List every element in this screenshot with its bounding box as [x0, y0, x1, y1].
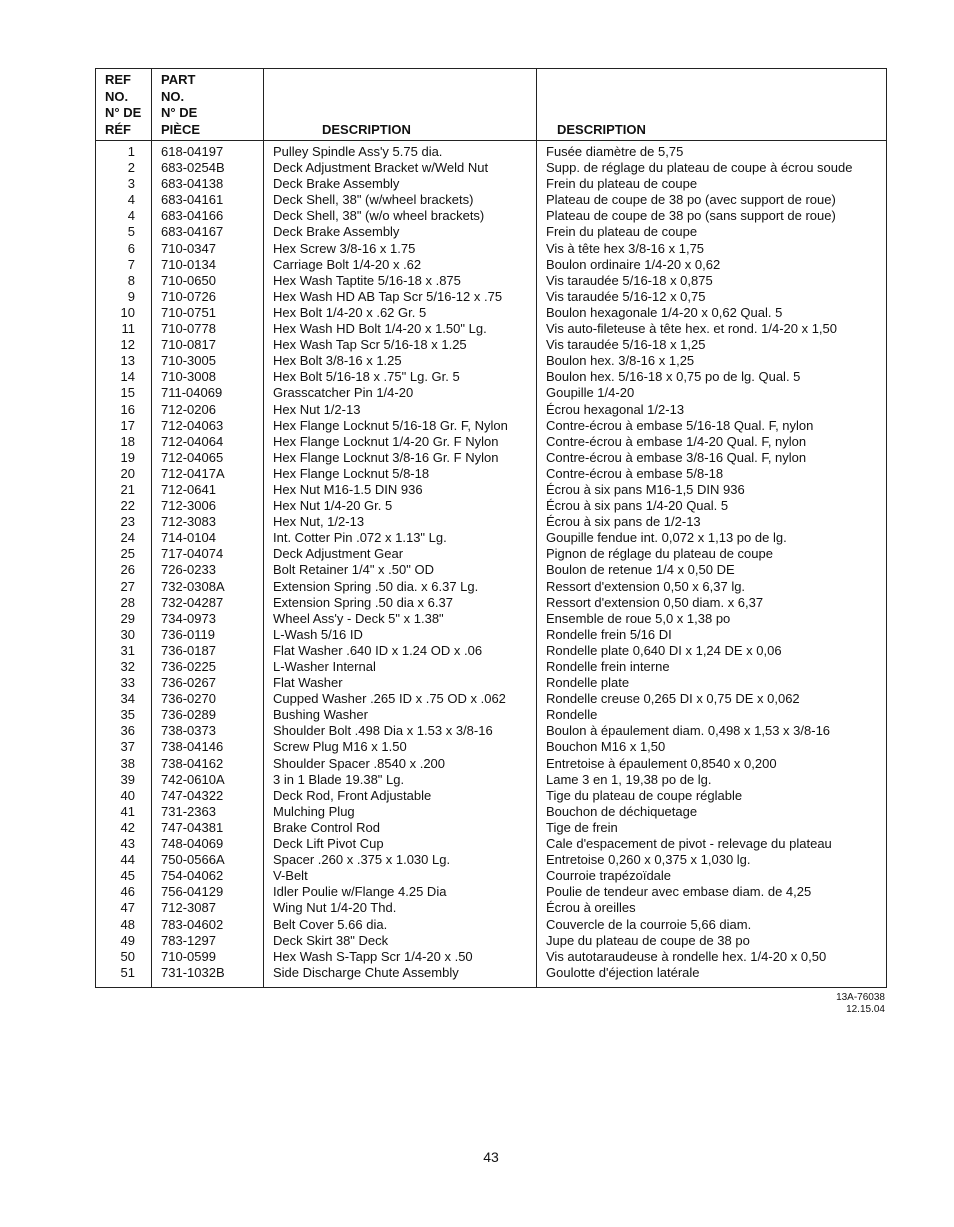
description-fr-cell: Vis autotaraudeuse à rondelle hex. 1/4-20 x 0,50 — [537, 949, 887, 965]
table-row — [96, 176, 887, 192]
ref-cell: 9 — [127, 288, 135, 304]
description-en-cell: L-Washer Internal — [264, 659, 537, 675]
part-no-cell: 734-0973 — [152, 611, 264, 627]
table-row — [96, 595, 887, 611]
table-header-row — [96, 69, 887, 141]
table-row — [96, 852, 887, 868]
table-row — [96, 418, 887, 434]
table-row — [96, 707, 887, 723]
part-no-cell: 710-3008 — [152, 369, 264, 385]
description-fr-cell: Ressort d'extension 0,50 diam. x 6,37 — [537, 595, 887, 611]
ref-cell: 15 — [120, 385, 135, 401]
ref-cell: 43 — [120, 836, 135, 852]
table-row — [96, 868, 887, 884]
part-no-cell: 710-0778 — [152, 321, 264, 337]
ref-cell: 50 — [120, 948, 135, 964]
description-fr-cell: Écrou hexagonal 1/2-13 — [537, 402, 887, 418]
description-fr-cell: Boulon à épaulement diam. 0,498 x 1,53 x 3/8-16 — [537, 723, 887, 739]
description-fr-cell: Tige du plateau de coupe réglable — [537, 788, 887, 804]
description-fr-cell: Rondelle frein interne — [537, 659, 887, 675]
description-en-cell: Hex Flange Locknut 5/16-18 Gr. F, Nylon — [264, 418, 537, 434]
ref-cell: 16 — [120, 401, 135, 417]
part-no-cell: 710-0817 — [152, 337, 264, 353]
description-en-cell: Idler Poulie w/Flange 4.25 Dia — [264, 884, 537, 900]
part-no-cell: 712-0641 — [152, 482, 264, 498]
parts-list-table — [95, 68, 887, 988]
table-row — [96, 466, 887, 482]
part-no-cell: 756-04129 — [152, 884, 264, 900]
description-fr-cell: Écrou à six pans M16-1,5 DIN 936 — [537, 482, 887, 498]
table-row — [96, 385, 887, 401]
part-no-cell: 683-04166 — [152, 208, 264, 224]
description-fr-cell: Écrou à oreilles — [537, 900, 887, 916]
part-no-cell: 714-0104 — [152, 530, 264, 546]
part-no-cell: 732-0308A — [152, 579, 264, 595]
part-no-cell: 712-3087 — [152, 900, 264, 916]
description-en-cell: Side Discharge Chute Assembly — [264, 965, 537, 988]
description-fr-cell: Contre-écrou à embase 3/8-16 Qual. F, nylon — [537, 450, 887, 466]
description-en-cell: L-Wash 5/16 ID — [264, 627, 537, 643]
part-no-cell: 783-1297 — [152, 933, 264, 949]
description-fr-cell: Vis taraudée 5/16-12 x 0,75 — [537, 289, 887, 305]
description-fr-cell: Entretoise 0,260 x 0,375 x 1,030 lg. — [537, 852, 887, 868]
page-number: 43 — [483, 1149, 499, 1165]
description-fr-cell: Couvercle de la courroie 5,66 diam. — [537, 917, 887, 933]
ref-cell: 14 — [120, 369, 135, 385]
part-no-cell: 710-0751 — [152, 305, 264, 321]
part-no-cell: 712-3083 — [152, 514, 264, 530]
ref-cell: 21 — [120, 481, 135, 497]
table-row — [96, 321, 887, 337]
description-fr-cell: Boulon hex. 3/8-16 x 1,25 — [537, 353, 887, 369]
description-fr-cell: Rondelle frein 5/16 DI — [537, 627, 887, 643]
ref-cell: 37 — [120, 739, 135, 755]
part-no-cell: 736-0267 — [152, 675, 264, 691]
table-row — [96, 691, 887, 707]
description-en-cell: Cupped Washer .265 ID x .75 OD x .062 — [264, 691, 537, 707]
table-row — [96, 482, 887, 498]
description-fr-cell: Vis taraudée 5/16-18 x 1,25 — [537, 337, 887, 353]
part-no-cell: 736-0187 — [152, 643, 264, 659]
table-row — [96, 627, 887, 643]
part-no-cell: 738-0373 — [152, 723, 264, 739]
part-no-cell: 750-0566A — [152, 852, 264, 868]
table-row — [96, 546, 887, 562]
table-row — [96, 788, 887, 804]
part-no-cell: 711-04069 — [152, 385, 264, 401]
description-en-cell: Mulching Plug — [264, 804, 537, 820]
ref-cell: 13 — [120, 353, 135, 369]
ref-cell: 31 — [120, 642, 135, 658]
description-fr-cell: Fusée diamètre de 5,75 — [537, 141, 887, 161]
table-row — [96, 723, 887, 739]
description-fr-cell: Rondelle plate — [537, 675, 887, 691]
ref-cell: 51 — [120, 964, 135, 980]
part-no-cell: 717-04074 — [152, 546, 264, 562]
description-fr-cell: Vis à tête hex 3/8-16 x 1,75 — [537, 241, 887, 257]
ref-cell: 35 — [120, 707, 135, 723]
part-no-cell: 736-0225 — [152, 659, 264, 675]
description-fr-cell: Goupille 1/4-20 — [537, 385, 887, 401]
description-en-cell: Flat Washer .640 ID x 1.24 OD x .06 — [264, 643, 537, 659]
ref-cell: 17 — [120, 417, 135, 433]
description-fr-cell: Contre-écrou à embase 1/4-20 Qual. F, nylon — [537, 434, 887, 450]
part-no-cell: 748-04069 — [152, 836, 264, 852]
description-fr-cell: Frein du plateau de coupe — [537, 224, 887, 240]
ref-cell: 2 — [127, 160, 135, 176]
table-row — [96, 141, 887, 161]
description-fr-cell: Boulon hexagonale 1/4-20 x 0,62 Qual. 5 — [537, 305, 887, 321]
description-fr-cell: Bouchon de déchiquetage — [537, 804, 887, 820]
part-no-cell: 783-04602 — [152, 917, 264, 933]
description-fr-cell: Ensemble de roue 5,0 x 1,38 po — [537, 611, 887, 627]
description-en-cell: Deck Lift Pivot Cup — [264, 836, 537, 852]
ref-cell: 28 — [120, 594, 135, 610]
part-no-cell: 732-04287 — [152, 595, 264, 611]
part-no-cell: 712-0417A — [152, 466, 264, 482]
part-no-cell: 747-04381 — [152, 820, 264, 836]
table-row — [96, 884, 887, 900]
description-fr-cell: Plateau de coupe de 38 po (sans support de roue) — [537, 208, 887, 224]
ref-no-header: REF NO. N° DE RÉF — [96, 69, 152, 141]
table-row — [96, 160, 887, 176]
part-no-cell: 710-0726 — [152, 289, 264, 305]
table-row — [96, 514, 887, 530]
ref-cell: 33 — [120, 675, 135, 691]
table-row — [96, 353, 887, 369]
ref-cell: 8 — [127, 272, 135, 288]
ref-cell: 10 — [120, 304, 135, 320]
table-row — [96, 611, 887, 627]
description-en-cell: Shoulder Bolt .498 Dia x 1.53 x 3/8-16 — [264, 723, 537, 739]
table-row — [96, 289, 887, 305]
part-no-cell: 683-04138 — [152, 176, 264, 192]
part-no-cell: 710-0650 — [152, 273, 264, 289]
table-row — [96, 756, 887, 772]
description-fr-cell: Boulon ordinaire 1/4-20 x 0,62 — [537, 257, 887, 273]
table-row — [96, 900, 887, 916]
table-row — [96, 965, 887, 988]
part-no-cell: 712-04064 — [152, 434, 264, 450]
ref-cell: 6 — [127, 240, 135, 256]
description-fr-cell: Vis auto-fileteuse à tête hex. et rond. 1/4-20 x 1,50 — [537, 321, 887, 337]
description-fr-cell: Écrou à six pans de 1/2-13 — [537, 514, 887, 530]
description-en-cell: Grasscatcher Pin 1/4-20 — [264, 385, 537, 401]
description-en-cell: Deck Shell, 38" (w/o wheel brackets) — [264, 208, 537, 224]
part-no-cell: 712-04065 — [152, 450, 264, 466]
description-fr-cell: Cale d'espacement de pivot - relevage du plateau — [537, 836, 887, 852]
part-no-cell: 710-0134 — [152, 257, 264, 273]
table-row — [96, 820, 887, 836]
description-en-cell: Belt Cover 5.66 dia. — [264, 917, 537, 933]
description-fr-cell: Poulie de tendeur avec embase diam. de 4,25 — [537, 884, 887, 900]
table-row — [96, 562, 887, 578]
description-fr-cell: Bouchon M16 x 1,50 — [537, 739, 887, 755]
description-en-cell: Hex Wash HD AB Tap Scr 5/16-12 x .75 — [264, 289, 537, 305]
description-fr-header: DESCRIPTION — [537, 69, 887, 141]
description-fr-cell: Boulon de retenue 1/4 x 0,50 DE — [537, 562, 887, 578]
ref-cell: 41 — [120, 803, 135, 819]
description-en-header: DESCRIPTION — [264, 69, 537, 141]
description-en-cell: Flat Washer — [264, 675, 537, 691]
table-row — [96, 208, 887, 224]
part-no-cell: 731-2363 — [152, 804, 264, 820]
part-no-cell: 683-0254B — [152, 160, 264, 176]
ref-cell: 36 — [120, 723, 135, 739]
description-fr-cell: Jupe du plateau de coupe de 38 po — [537, 933, 887, 949]
ref-cell: 3 — [127, 176, 135, 192]
description-en-cell: Hex Nut 1/2-13 — [264, 402, 537, 418]
description-fr-cell: Courroie trapézoïdale — [537, 868, 887, 884]
table-row — [96, 675, 887, 691]
description-en-cell: Deck Brake Assembly — [264, 224, 537, 240]
table-row — [96, 579, 887, 595]
ref-cell: 29 — [120, 610, 135, 626]
ref-cell: 4 — [127, 208, 135, 224]
description-en-cell: Hex Nut, 1/2-13 — [264, 514, 537, 530]
ref-cell: 5 — [127, 224, 135, 240]
description-fr-cell: Supp. de réglage du plateau de coupe à écrou soude — [537, 160, 887, 176]
description-fr-cell: Écrou à six pans 1/4-20 Qual. 5 — [537, 498, 887, 514]
ref-cell: 26 — [120, 562, 135, 578]
description-en-cell: Deck Adjustment Bracket w/Weld Nut — [264, 160, 537, 176]
description-fr-cell: Rondelle creuse 0,265 DI x 0,75 DE x 0,062 — [537, 691, 887, 707]
ref-cell: 47 — [120, 900, 135, 916]
description-en-cell: V-Belt — [264, 868, 537, 884]
ref-cell: 1 — [127, 144, 135, 159]
table-row — [96, 643, 887, 659]
part-no-cell: 736-0270 — [152, 691, 264, 707]
part-no-cell: 754-04062 — [152, 868, 264, 884]
description-en-cell: Hex Flange Locknut 5/8-18 — [264, 466, 537, 482]
table-row — [96, 450, 887, 466]
part-no-cell: 738-04146 — [152, 739, 264, 755]
table-row — [96, 273, 887, 289]
description-en-cell: Hex Nut 1/4-20 Gr. 5 — [264, 498, 537, 514]
table-row — [96, 530, 887, 546]
document-code: 13A-76038 — [836, 992, 885, 1003]
ref-cell: 18 — [120, 433, 135, 449]
table-row — [96, 917, 887, 933]
description-en-cell: Wing Nut 1/4-20 Thd. — [264, 900, 537, 916]
description-en-cell: Wheel Ass'y - Deck 5" x 1.38" — [264, 611, 537, 627]
description-fr-cell: Goulotte d'éjection latérale — [537, 965, 887, 988]
part-no-cell: 712-3006 — [152, 498, 264, 514]
table-row — [96, 933, 887, 949]
ref-cell: 38 — [120, 755, 135, 771]
description-en-cell: Hex Wash Taptite 5/16-18 x .875 — [264, 273, 537, 289]
document-code-block — [836, 992, 885, 1016]
ref-cell: 27 — [120, 578, 135, 594]
part-no-cell: 726-0233 — [152, 562, 264, 578]
table-row — [96, 192, 887, 208]
description-en-cell: Shoulder Spacer .8540 x .200 — [264, 756, 537, 772]
description-en-cell: Deck Skirt 38" Deck — [264, 933, 537, 949]
part-no-cell: 731-1032B — [152, 965, 264, 988]
part-no-cell: 736-0289 — [152, 707, 264, 723]
part-no-cell: 618-04197 — [152, 141, 264, 161]
description-en-cell: Hex Wash Tap Scr 5/16-18 x 1.25 — [264, 337, 537, 353]
table-row — [96, 257, 887, 273]
ref-cell: 39 — [120, 771, 135, 787]
table-row — [96, 836, 887, 852]
description-en-cell: Bolt Retainer 1/4" x .50" OD — [264, 562, 537, 578]
description-en-cell: Deck Brake Assembly — [264, 176, 537, 192]
description-fr-cell: Frein du plateau de coupe — [537, 176, 887, 192]
description-en-cell: Hex Screw 3/8-16 x 1.75 — [264, 241, 537, 257]
table-row — [96, 434, 887, 450]
ref-cell: 48 — [120, 916, 135, 932]
ref-cell: 34 — [120, 691, 135, 707]
ref-cell: 30 — [120, 626, 135, 642]
part-no-cell: 712-0206 — [152, 402, 264, 418]
document-date: 12.15.04 — [846, 1004, 885, 1015]
ref-cell: 42 — [120, 819, 135, 835]
description-fr-cell: Pignon de réglage du plateau de coupe — [537, 546, 887, 562]
description-fr-cell: Plateau de coupe de 38 po (avec support de roue) — [537, 192, 887, 208]
description-en-cell: Hex Bolt 1/4-20 x .62 Gr. 5 — [264, 305, 537, 321]
parts-table-body — [96, 141, 887, 988]
ref-cell: 32 — [120, 659, 135, 674]
description-en-cell: Deck Adjustment Gear — [264, 546, 537, 562]
description-fr-cell: Rondelle — [537, 707, 887, 723]
table-row — [96, 659, 887, 675]
ref-cell: 4 — [127, 192, 135, 208]
table-row — [96, 739, 887, 755]
table-row — [96, 804, 887, 820]
ref-cell: 45 — [120, 868, 135, 884]
part-no-cell: 712-04063 — [152, 418, 264, 434]
part-no-cell: 747-04322 — [152, 788, 264, 804]
description-en-cell: Hex Wash S-Tapp Scr 1/4-20 x .50 — [264, 949, 537, 965]
description-en-cell: Hex Bolt 5/16-18 x .75" Lg. Gr. 5 — [264, 369, 537, 385]
ref-cell: 22 — [120, 498, 135, 514]
description-en-cell: Bushing Washer — [264, 707, 537, 723]
description-fr-cell: Vis taraudée 5/16-18 x 0,875 — [537, 273, 887, 289]
description-en-cell: 3 in 1 Blade 19.38" Lg. — [264, 772, 537, 788]
description-en-cell: Carriage Bolt 1/4-20 x .62 — [264, 257, 537, 273]
description-fr-cell: Entretoise à épaulement 0,8540 x 0,200 — [537, 756, 887, 772]
description-en-cell: Extension Spring .50 dia x 6.37 — [264, 595, 537, 611]
description-fr-cell: Lame 3 en 1, 19,38 po de lg. — [537, 772, 887, 788]
table-row — [96, 224, 887, 240]
part-no-cell: 683-04167 — [152, 224, 264, 240]
description-fr-cell: Contre-écrou à embase 5/16-18 Qual. F, nylon — [537, 418, 887, 434]
description-fr-cell: Ressort d'extension 0,50 x 6,37 lg. — [537, 579, 887, 595]
description-en-cell: Int. Cotter Pin .072 x 1.13" Lg. — [264, 530, 537, 546]
ref-cell: 25 — [120, 546, 135, 562]
ref-cell: 19 — [120, 449, 135, 465]
part-no-cell: 710-0599 — [152, 949, 264, 965]
ref-cell: 44 — [120, 852, 135, 868]
description-fr-cell: Rondelle plate 0,640 DI x 1,24 DE x 0,06 — [537, 643, 887, 659]
table-row — [96, 402, 887, 418]
description-en-cell: Hex Flange Locknut 3/8-16 Gr. F Nylon — [264, 450, 537, 466]
part-no-cell: 683-04161 — [152, 192, 264, 208]
description-en-cell: Hex Wash HD Bolt 1/4-20 x 1.50" Lg. — [264, 321, 537, 337]
description-en-cell: Extension Spring .50 dia. x 6.37 Lg. — [264, 579, 537, 595]
description-fr-cell: Contre-écrou à embase 5/8-18 — [537, 466, 887, 482]
description-fr-cell: Boulon hex. 5/16-18 x 0,75 po de lg. Qual. 5 — [537, 369, 887, 385]
description-fr-cell: Goupille fendue int. 0,072 x 1,13 po de lg. — [537, 530, 887, 546]
part-no-cell: 710-0347 — [152, 241, 264, 257]
table-row — [96, 772, 887, 788]
description-en-cell: Deck Shell, 38" (w/wheel brackets) — [264, 192, 537, 208]
table-row — [96, 949, 887, 965]
ref-cell: 7 — [127, 256, 135, 272]
table-row — [96, 337, 887, 353]
description-fr-cell: Tige de frein — [537, 820, 887, 836]
part-no-cell: 742-0610A — [152, 772, 264, 788]
ref-cell: 49 — [120, 932, 135, 948]
ref-cell: 11 — [121, 321, 135, 337]
description-en-cell: Pulley Spindle Ass'y 5.75 dia. — [264, 141, 537, 161]
part-no-cell: 738-04162 — [152, 756, 264, 772]
ref-cell: 20 — [120, 465, 135, 481]
description-en-cell: Deck Rod, Front Adjustable — [264, 788, 537, 804]
description-en-cell: Hex Bolt 3/8-16 x 1.25 — [264, 353, 537, 369]
description-en-cell: Spacer .260 x .375 x 1.030 Lg. — [264, 852, 537, 868]
description-en-cell: Hex Nut M16-1.5 DIN 936 — [264, 482, 537, 498]
ref-cell: 24 — [120, 530, 135, 546]
table-row — [96, 305, 887, 321]
description-en-cell: Brake Control Rod — [264, 820, 537, 836]
table-row — [96, 241, 887, 257]
ref-cell: 23 — [120, 514, 135, 530]
ref-cell: 12 — [120, 337, 135, 353]
table-row — [96, 498, 887, 514]
description-en-cell: Screw Plug M16 x 1.50 — [264, 739, 537, 755]
part-no-header: PART NO. N° DE PIÈCE — [152, 69, 264, 141]
part-no-cell: 736-0119 — [152, 627, 264, 643]
description-en-cell: Hex Flange Locknut 1/4-20 Gr. F Nylon — [264, 434, 537, 450]
ref-cell: 46 — [120, 884, 135, 900]
part-no-cell: 710-3005 — [152, 353, 264, 369]
table-row — [96, 369, 887, 385]
ref-cell: 40 — [120, 787, 135, 803]
